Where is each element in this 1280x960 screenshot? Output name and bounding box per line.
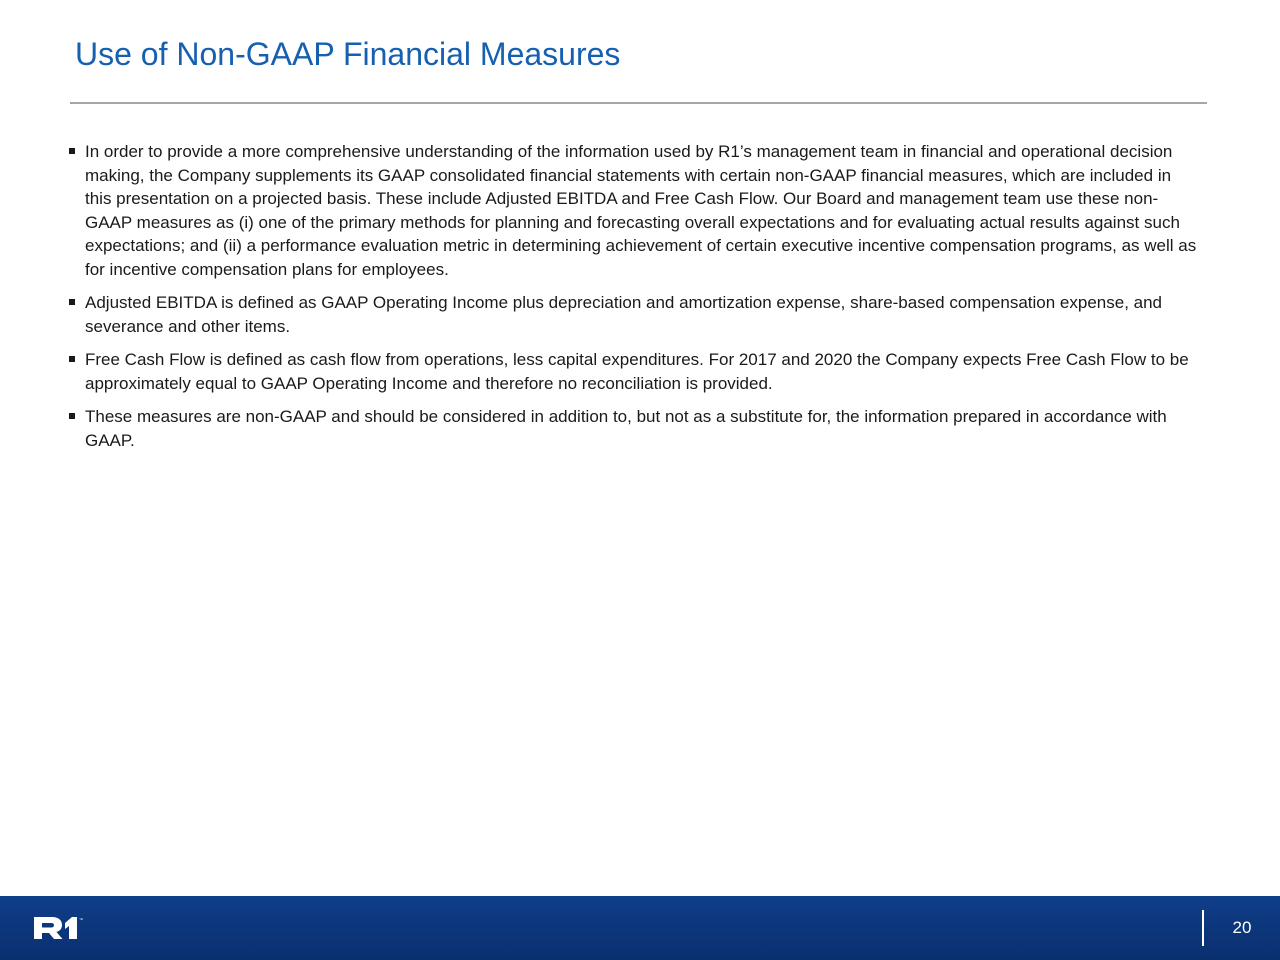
bullet-text: In order to provide a more comprehensive understanding of the information used by R1’s management team in financial and operational decision making, the Company supplements its GAAP consolidated financial statements with certain non-GAAP financial measures, which are included in this presentation on a projected basis. These include Adjusted EBITDA and Free Cash Flow. Our Board and management team use these non-GAAP measures as (i) one of the primary methods for planning and forecasting overall expectations and for evaluating actual results against such expectations; and (ii) a performance evaluation metric in determining achievement of certain executive incentive compensation programs, as well as for incentive compensation plans for employees. [85, 142, 1197, 279]
slide-title: Use of Non-GAAP Financial Measures [75, 36, 621, 72]
bullet-text: Adjusted EBITDA is defined as GAAP Operating Income plus depreciation and amortization expense, share-based compensation expense, and severance and other items. [85, 293, 1163, 336]
bullet-text: Free Cash Flow is defined as cash flow from operations, less capital expenditures. For 2017 and 2020 the Company expects Free Cash Flow to be approximately equal to GAAP Operating Income and therefore no reconciliation is provided. [85, 350, 1189, 393]
square-bullet-icon [69, 356, 75, 362]
footer-divider [1202, 910, 1204, 946]
svg-text:™: ™ [79, 917, 83, 922]
square-bullet-icon [69, 299, 75, 305]
r1-logo-icon [32, 914, 84, 942]
page-number: 20 [1232, 918, 1252, 937]
bullet-item [67, 405, 1197, 452]
title-divider [70, 102, 1207, 104]
bullet-item [67, 140, 1197, 281]
bullet-item [67, 291, 1197, 338]
square-bullet-icon [69, 413, 75, 419]
square-bullet-icon [69, 148, 75, 154]
bullet-text: These measures are non-GAAP and should be considered in addition to, but not as a substitute for, the information prepared in accordance with GAAP. [85, 407, 1167, 450]
bullet-list [67, 140, 1197, 462]
bullet-item [67, 348, 1197, 395]
footer-bar [0, 896, 1280, 960]
